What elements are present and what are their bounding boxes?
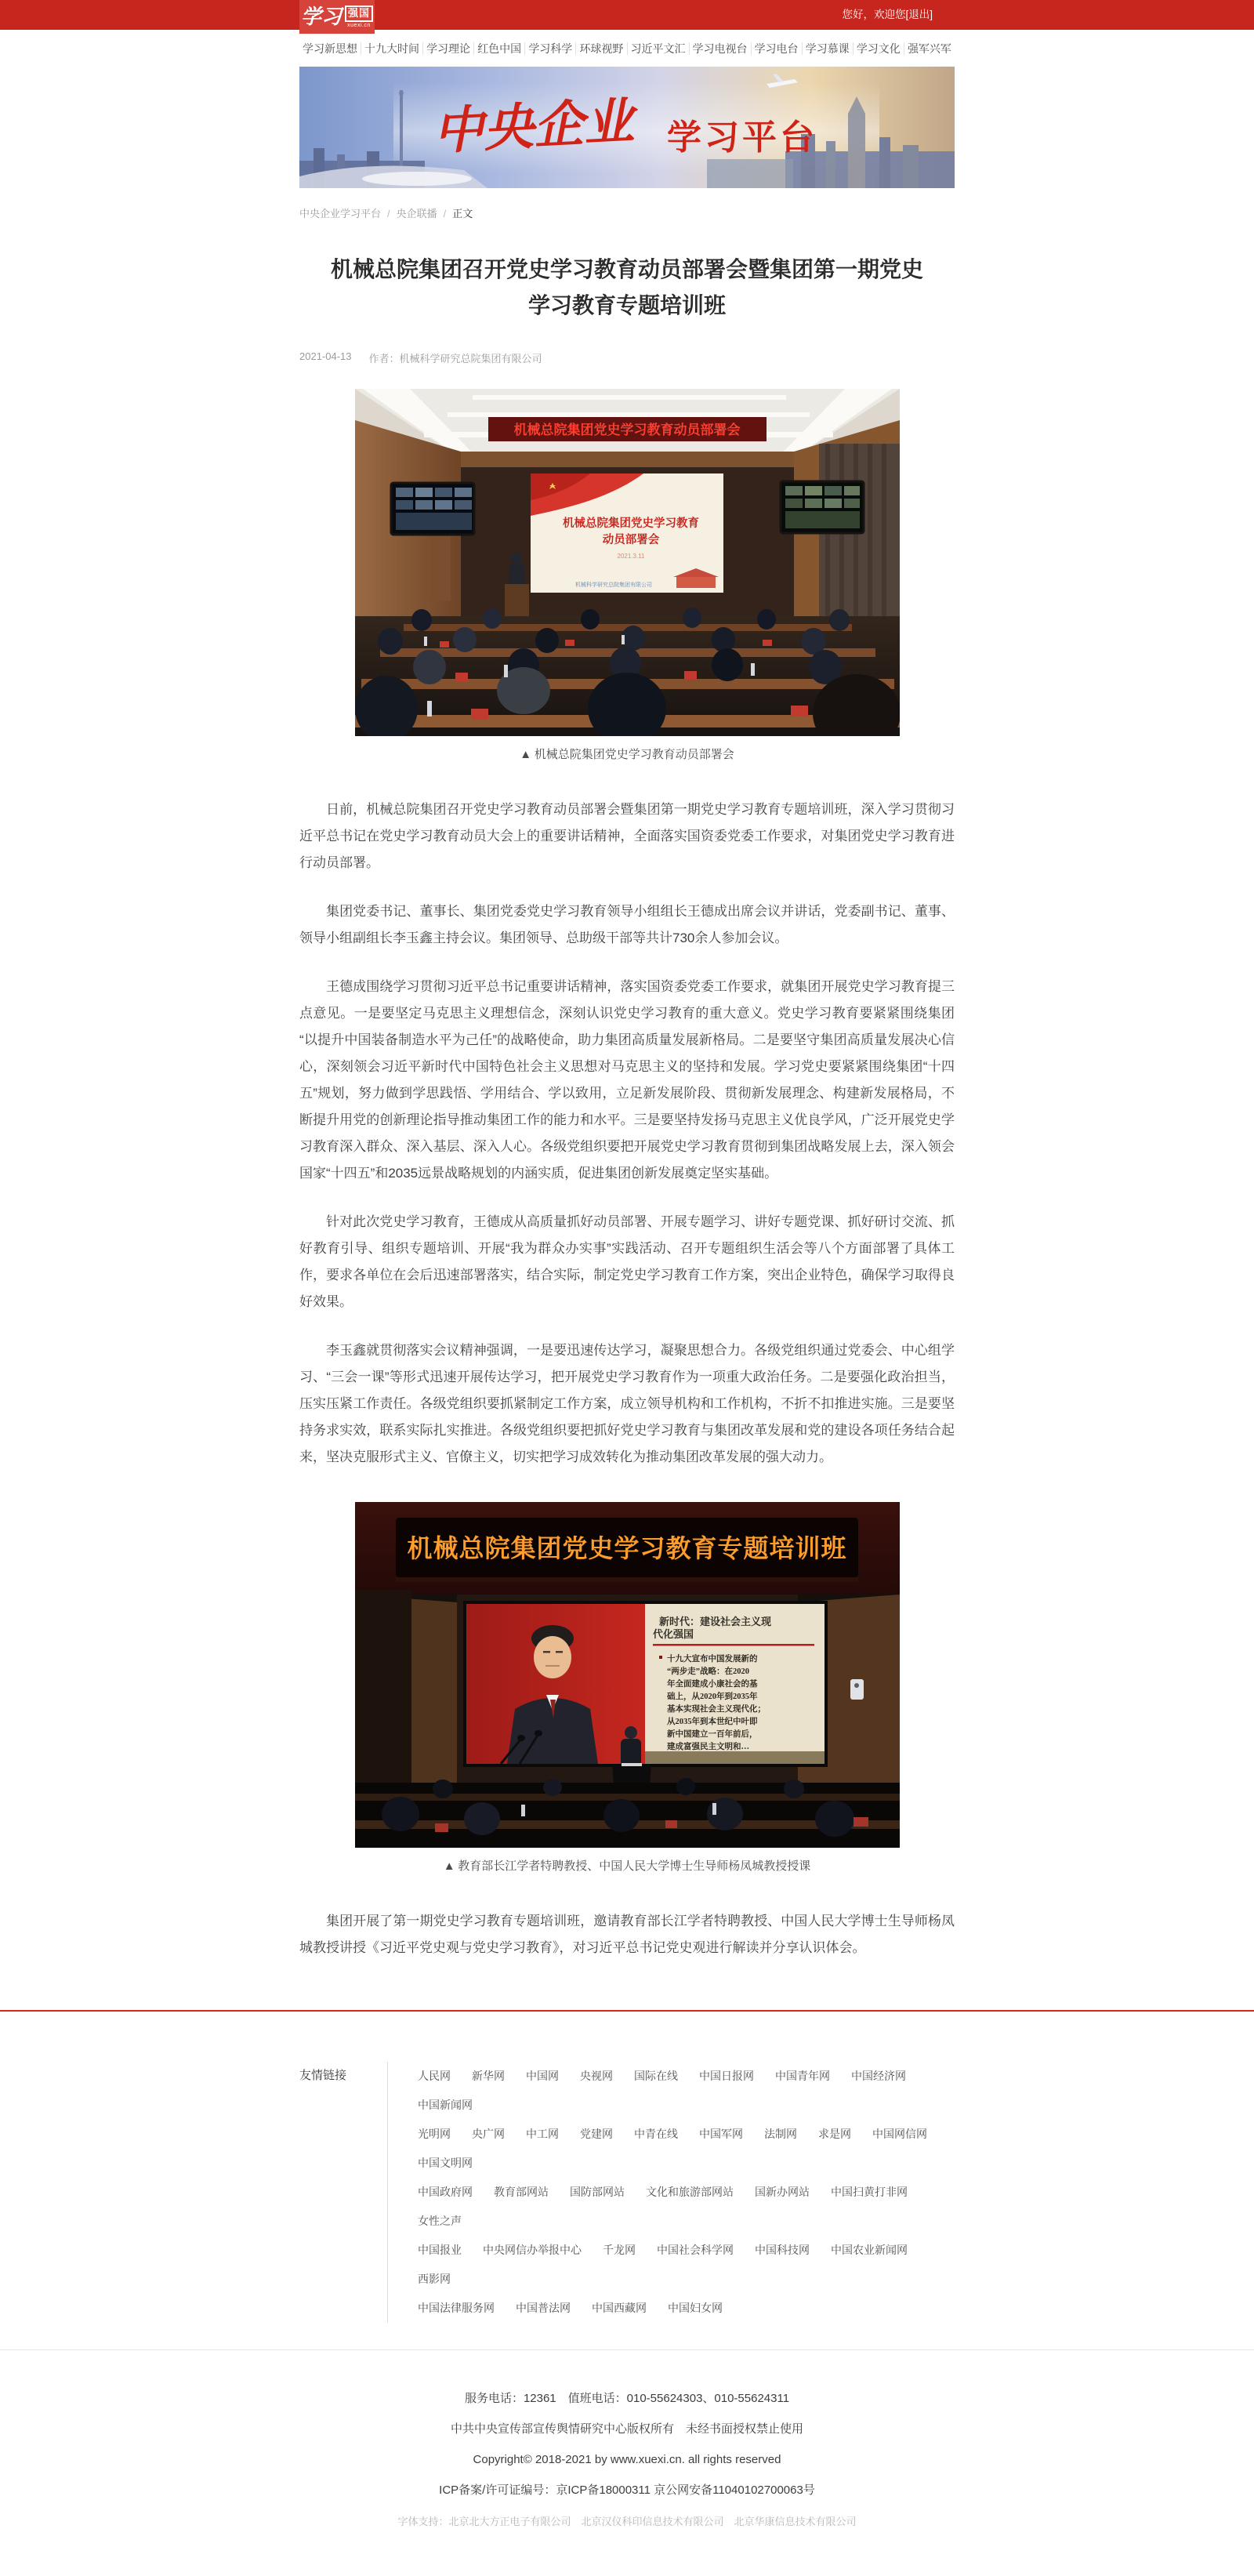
logo-subtext: xuexi.cn: [347, 22, 371, 28]
photo1-stage-trim: [461, 452, 794, 467]
nav-item[interactable]: 学习科学: [525, 42, 576, 55]
friend-link[interactable]: 中国报业: [418, 2244, 462, 2256]
friend-link[interactable]: 中国法律服务网: [418, 2302, 495, 2314]
article-date: 2021-04-13: [299, 350, 352, 362]
banner-title-calligraphy: 中央企业: [432, 93, 636, 160]
photo2-slide-line: 基本实现社会主义现代化；: [666, 1705, 766, 1714]
photo1-screen-line1: 机械总院集团党史学习教育: [562, 517, 699, 530]
friend-links-section: [299, 2062, 955, 2323]
friend-link[interactable]: 中国政府网: [418, 2186, 473, 2198]
friend-link[interactable]: 国防部网站: [570, 2186, 625, 2198]
nav-list: [299, 30, 955, 67]
friend-link[interactable]: 央广网: [472, 2128, 505, 2140]
article-author: 作者：机械科学研究总院集团有限公司: [368, 353, 542, 365]
xuexi-logo[interactable]: [299, 0, 375, 34]
friend-link[interactable]: 中国文明网: [418, 2157, 473, 2169]
friend-link[interactable]: 女性之声: [418, 2215, 462, 2227]
friend-link[interactable]: 中国普法网: [516, 2302, 571, 2314]
article-paragraph: 针对此次党史学习教育，王德成从高质量抓好动员部署、开展专题学习、讲好专题党课、抓好研讨交流、抓好教育引导、组织专题培训、开展“我为群众办实事”实践活动、召开专题组织生活会等八个方面部署了具体工作，要求各单位在会后迅速部署落实，结合实际，制定党史学习教育工作方案，突出企业特色，确保学习取得良好效果。: [299, 1214, 955, 1309]
nav-item[interactable]: 学习新思想: [299, 42, 361, 55]
platform-banner[interactable]: [299, 67, 955, 188]
friend-links-row: [418, 2120, 955, 2178]
photo1-banner-text: 机械总院集团党史学习教育动员部署会: [513, 423, 740, 437]
friend-links-rows: [387, 2062, 955, 2323]
photo1-left-tv: [391, 483, 474, 535]
friend-link[interactable]: 中国网: [526, 2070, 559, 2082]
friend-link[interactable]: 教育部网站: [494, 2186, 549, 2198]
footer-red-divider: [0, 2010, 1254, 2012]
nav-item[interactable]: 红色中国: [474, 42, 525, 55]
friend-link[interactable]: 中国网信网: [872, 2128, 927, 2140]
friend-link[interactable]: 中国新闻网: [418, 2099, 473, 2111]
footer-font-support: 字体支持：北京北大方正电子有限公司 北京汉仪科印信息技术有限公司 北京华康信息技术有限公司: [397, 2516, 857, 2527]
photo2-screen-slide: [645, 1604, 825, 1764]
nav-item[interactable]: 学习文化: [854, 42, 904, 55]
friend-links-label: 友情链接: [299, 2069, 347, 2082]
friend-link[interactable]: 党建网: [580, 2128, 613, 2140]
photo2-slide-line: 十九大宣布中国发展新的: [666, 1655, 757, 1664]
friend-link[interactable]: 新华网: [472, 2070, 505, 2082]
photo2-slide-title1: 新时代：建设社会主义现: [658, 1616, 771, 1627]
friend-link[interactable]: 中国青年网: [775, 2070, 830, 2082]
friend-link[interactable]: 中国科技网: [755, 2244, 810, 2256]
friend-link[interactable]: 中国妇女网: [668, 2302, 723, 2314]
photo2-led-trim: [396, 1577, 858, 1582]
nav-item[interactable]: 学习电台: [752, 42, 803, 55]
friend-link[interactable]: 西影网: [418, 2273, 451, 2285]
photo1-screen: [531, 473, 723, 593]
friend-link[interactable]: 国新办网站: [755, 2186, 810, 2198]
breadcrumb-current: 正文: [452, 208, 473, 220]
nav-item[interactable]: 学习理论: [423, 42, 474, 55]
photo1-screen-line2: 动员部署会: [602, 534, 659, 546]
nav-item[interactable]: 学习电视台: [690, 42, 752, 55]
article-title: 机械总院集团召开党史学习教育动员部署会暨集团第一期党史学习教育专题培训班: [330, 257, 923, 317]
friend-link[interactable]: 中国西藏网: [592, 2302, 647, 2314]
photo2-slide-line: 新中国建立一百年前后，: [666, 1730, 757, 1739]
photo2-slide-title2: 代化强国: [652, 1628, 694, 1640]
friend-link[interactable]: 法制网: [764, 2128, 797, 2140]
main-nav: [0, 30, 1254, 67]
photo1-right-tv: [781, 481, 864, 533]
friend-link[interactable]: 央视网: [580, 2070, 613, 2082]
photo1-screen-date: 2021.3.11: [617, 553, 644, 560]
photo1-screen-org: 机械科学研究总院集团有限公司: [574, 582, 652, 588]
friend-link[interactable]: 中青在线: [634, 2128, 678, 2140]
friend-link[interactable]: 光明网: [418, 2128, 451, 2140]
friend-link[interactable]: 中国扫黄打非网: [831, 2186, 908, 2198]
friend-links-row: [418, 2294, 955, 2323]
breadcrumb-separator: /: [387, 208, 390, 220]
breadcrumb: [299, 205, 955, 220]
friend-link[interactable]: 中国军网: [699, 2128, 743, 2140]
nav-item[interactable]: 十九大时间: [361, 42, 423, 55]
article-paragraph: 李玉鑫就贯彻落实会议精神强调，一是要迅速传达学习，凝聚思想合力。各级党组织通过党委会、中心组学习、“三会一课”等形式迅速开展传达学习，把开展党史学习教育作为一项重大政治任务。二是要强化政治担当，压实压紧工作责任。各级党组织要抓紧制定工作方案，成立领导机构和工作机构，不折不扣推进实施。三是要坚持务求实效，联系实际扎实推进。各级党组织要把抓好党史学习教育与集团改革发展和党的建设各项任务结合起来，坚决克服形式主义、官僚主义，切实把学习成效转化为推动集团改革发展的强大动力。: [299, 1343, 955, 1464]
friend-link[interactable]: 人民网: [418, 2070, 451, 2082]
nav-item[interactable]: 环球视野: [576, 42, 627, 55]
logo-boxed-text: 强国: [345, 5, 373, 21]
footer-copyright: Copyright© 2018-2021 by www.xuexi.cn. all rights reserved: [473, 2453, 781, 2466]
friend-link[interactable]: 求是网: [818, 2128, 851, 2140]
footer-copyright-owner: 中共中央宣传部宣传舆情研究中心版权所有 未经书面授权禁止使用: [450, 2422, 803, 2436]
footer-phone-line: 服务电话：12361 值班电话：010-55624303、010-55624311: [464, 2392, 790, 2405]
photo2-left-curtain: [355, 1590, 411, 1794]
friend-link[interactable]: 国际在线: [634, 2070, 678, 2082]
photo2-led-text: 机械总院集团党史学习教育专题培训班: [406, 1534, 847, 1562]
photo2-slide-line: 年全面建成小康社会的基: [666, 1680, 757, 1689]
nav-item[interactable]: 学习慕课: [803, 42, 854, 55]
friend-link[interactable]: 中国经济网: [851, 2070, 906, 2082]
logout-link[interactable]: [退出]: [905, 9, 933, 20]
friend-link[interactable]: 中工网: [526, 2128, 559, 2140]
article-paragraph: 日前，机械总院集团召开党史学习教育动员部署会暨集团第一期党史学习教育专题培训班，深入学习贯彻习近平总书记在党史学习教育动员大会上的重要讲话精神，全面落实国资委党委工作要求，对集团党史学习教育进行动员部署。: [299, 802, 955, 870]
breadcrumb-separator: /: [443, 208, 447, 220]
nav-item[interactable]: 习近平文汇: [628, 42, 690, 55]
top-bar: [0, 0, 1254, 30]
photo2-slide-line: 础上，从2020年到2035年: [666, 1693, 757, 1701]
photo2-slide-line: 建成富强民主文明和…: [666, 1743, 749, 1751]
friend-links-row: [418, 2236, 955, 2294]
friend-link[interactable]: 中央网信办举报中心: [483, 2244, 582, 2256]
friend-links-row: [418, 2178, 955, 2236]
breadcrumb-channel[interactable]: 央企联播: [396, 208, 437, 220]
footer-icp: ICP备案/许可证编号：京ICP备18000311 京公网安备11040102700063号: [439, 2483, 815, 2497]
nav-item[interactable]: 强军兴军: [907, 42, 951, 55]
friend-link[interactable]: 中国社会科学网: [657, 2244, 734, 2256]
photo2-slide-line: “两步走”战略：在2020: [666, 1667, 749, 1676]
photo2-screen-left: [466, 1604, 645, 1764]
friend-link[interactable]: 文化和旅游部网站: [646, 2186, 734, 2198]
article-paragraph: 集团党委书记、董事长、集团党委党史学习教育领导小组组长王德成出席会议并讲话，党委副书记、董事、领导小组副组长李玉鑫主持会议。集团领导、总助级干部等共计730余人参加会议。: [299, 904, 955, 945]
article-photo-training: [355, 1502, 900, 1848]
friend-link[interactable]: 中国日报网: [699, 2070, 754, 2082]
logo-calligraphy-text: 学习: [300, 5, 342, 28]
friend-links-row: [418, 2062, 955, 2120]
article-photo-meeting: [355, 389, 900, 736]
friend-link[interactable]: 中国农业新闻网: [831, 2244, 908, 2256]
banner-title-rest: 学习平台: [667, 118, 817, 157]
welcome-text: 您好，欢迎您: [842, 9, 906, 20]
photo1-caption: ▲ 机械总院集团党史学习教育动员部署会: [520, 749, 734, 761]
article-paragraph: 王德成围绕学习贯彻习近平总书记重要讲话精神，落实国资委党委工作要求，就集团开展党史学习教育提三点意见。一是要坚定马克思主义理想信念，深刻认识党史学习教育的重大意义。党史学习教育要紧紧围绕集团“以提升中国装备制造水平为己任”的战略使命，助力集团高质量发展新格局。二是要坚守集团高质量发展决心信心，深刻领会习近平新时代中国特色社会主义思想对马克思主义的坚持和发展。学习党史要紧紧围绕集团“十四五”规划，努力做到学思践悟、学用结合、学以致用，立足新发展阶段、贯彻新发展理念、构建新发展格局，不断提升用党的创新理论指导推动集团工作的能力和水平。三是要坚持发扬马克思主义优良学风，广泛开展党史学习教育深入群众、深入基层、深入人心。各级党组织要把开展党史学习教育贯彻到集团战略发展上去，深入领会国家“十四五”和2035远景战略规划的内涵实质，促进集团创新发展奠定坚实基础。: [299, 979, 955, 1181]
site-footer: [0, 2350, 1254, 2576]
friend-link[interactable]: 千龙网: [603, 2244, 636, 2256]
photo2-slide-line: 从2035年到本世纪中叶即: [666, 1718, 757, 1726]
photo2-camera: [850, 1679, 864, 1700]
photo2-caption: ▲ 教育部长江学者特聘教授、中国人民大学博士生导师杨凤城教授授课: [443, 1860, 811, 1873]
article-paragraph: 集团开展了第一期党史学习教育专题培训班，邀请教育部长江学者特聘教授、中国人民大学博士生导师杨凤城教授讲授《习近平党史观与党史学习教育》，对习近平总书记党史观进行解读并分享认识体会。: [299, 1914, 955, 1955]
breadcrumb-platform[interactable]: 中央企业学习平台: [299, 208, 382, 220]
